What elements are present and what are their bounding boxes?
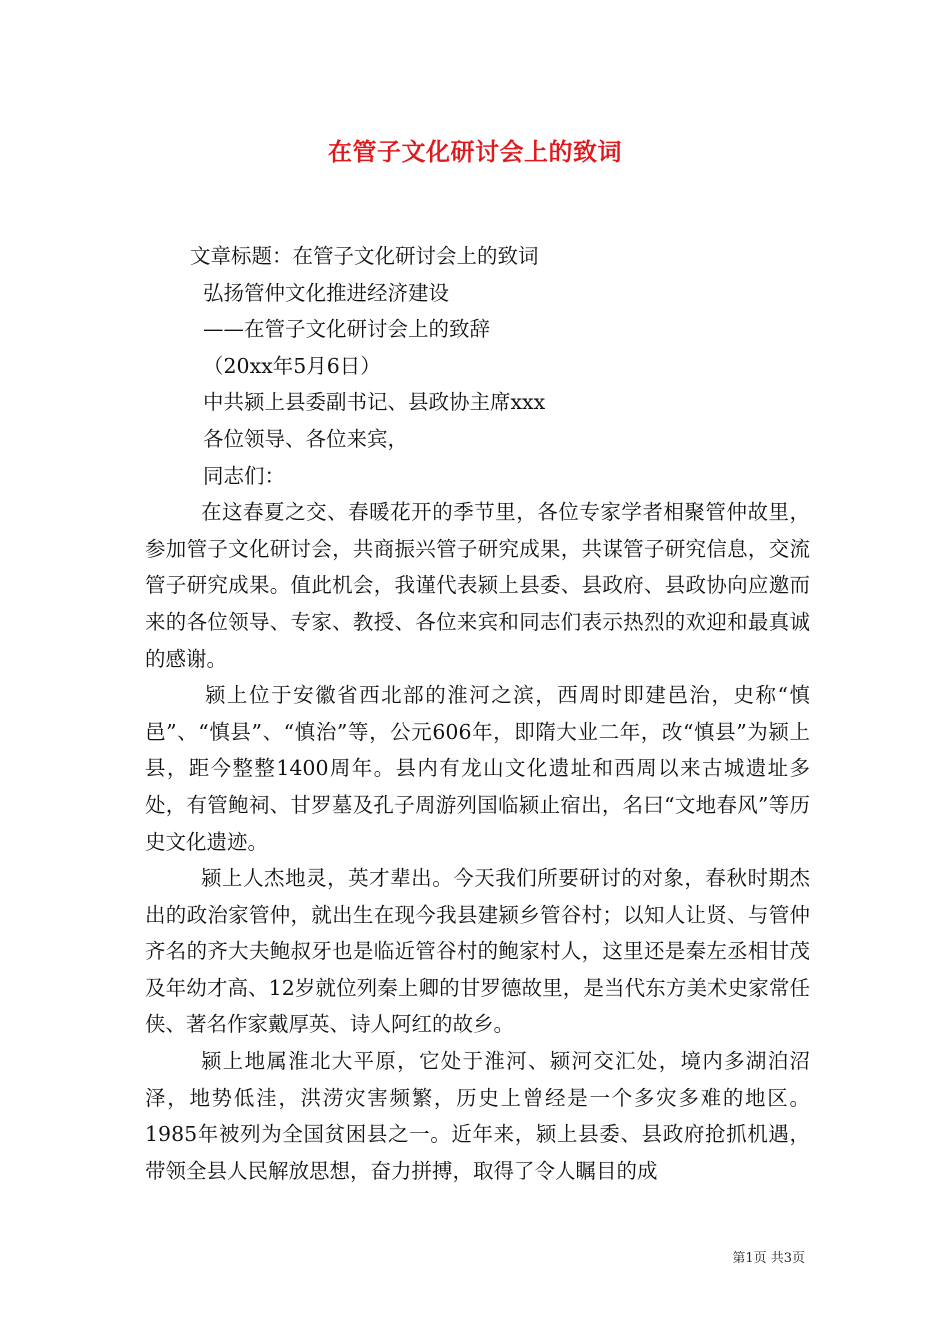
page-number-footer: 第1页 共3页 [732,1251,805,1266]
speech-title-line: 弘扬管仲文化推进经济建设 [203,280,449,305]
speech-date-line: （20xx年5月6日） [203,353,381,378]
speech-subtitle-line: ——在管子文化研讨会上的致辞 [203,317,490,342]
document-title: 在管子文化研讨会上的致词 [328,137,622,166]
salutation-line-2: 同志们： [203,463,285,488]
salutation-line: 各位领导、各位来宾， [203,426,408,451]
speaker-line: 中共颍上县委副书记、县政协主席xxx [203,390,546,415]
paragraph-3: 颍上人杰地灵，英才辈出。今天我们所要研讨的对象，春秋时期杰出的政治家管仲，就出生在现今我县建颍乡管谷村；以知人让贤、与管仲齐名的齐大夫鲍叔牙也是临近管谷村的鲍家村人，这里还是秦左丞相甘茂及年幼才高、12岁就位列秦上卿的甘罗德故里，是当代东方美术史家常任侠、著名作家戴厚英、诗人阿红的故乡。 [145,866,810,1037]
article-title-line: 文章标题：在管子文化研讨会上的致词 [190,244,539,268]
paragraph-1: 在这春夏之交、春暖花开的季节里，各位专家学者相聚管仲故里，参加管子文化研讨会，共商振兴管子研究成果，共谋管子研究信息，交流管子研究成果。值此机会，我谨代表颍上县委、县政府、县政协向应邀而来的各位领导、专家、教授、各位来宾和同志们表示热烈的欢迎和最真诚的感谢。 [145,500,810,671]
paragraph-2: 颍上位于安徽省西北部的淮河之滨，西周时即建邑治，史称“慎邑”、“慎县”、“慎治”等，公元606年，即隋大业二年，改“慎县”为颍上县，距今整整1400周年。县内有龙山文化遗址和西周以来古城遗址多处，有管鲍祠、甘罗墓及孔子周游列国临颍止宿出，名曰“文地春风”等历史文化遗迹。 [145,683,810,854]
paragraph-4: 颍上地属淮北大平原，它处于淮河、颍河交汇处，境内多湖泊沼泽，地势低洼，洪涝灾害频繁，历史上曾经是一个多灾多难的地区。1985年被列为全国贫困县之一。近年来，颍上县委、县政府抢抓机遇，带领全县人民解放思想，奋力拼搏，取得了令人瞩目的成 [145,1049,810,1183]
document-body [145,238,810,1189]
